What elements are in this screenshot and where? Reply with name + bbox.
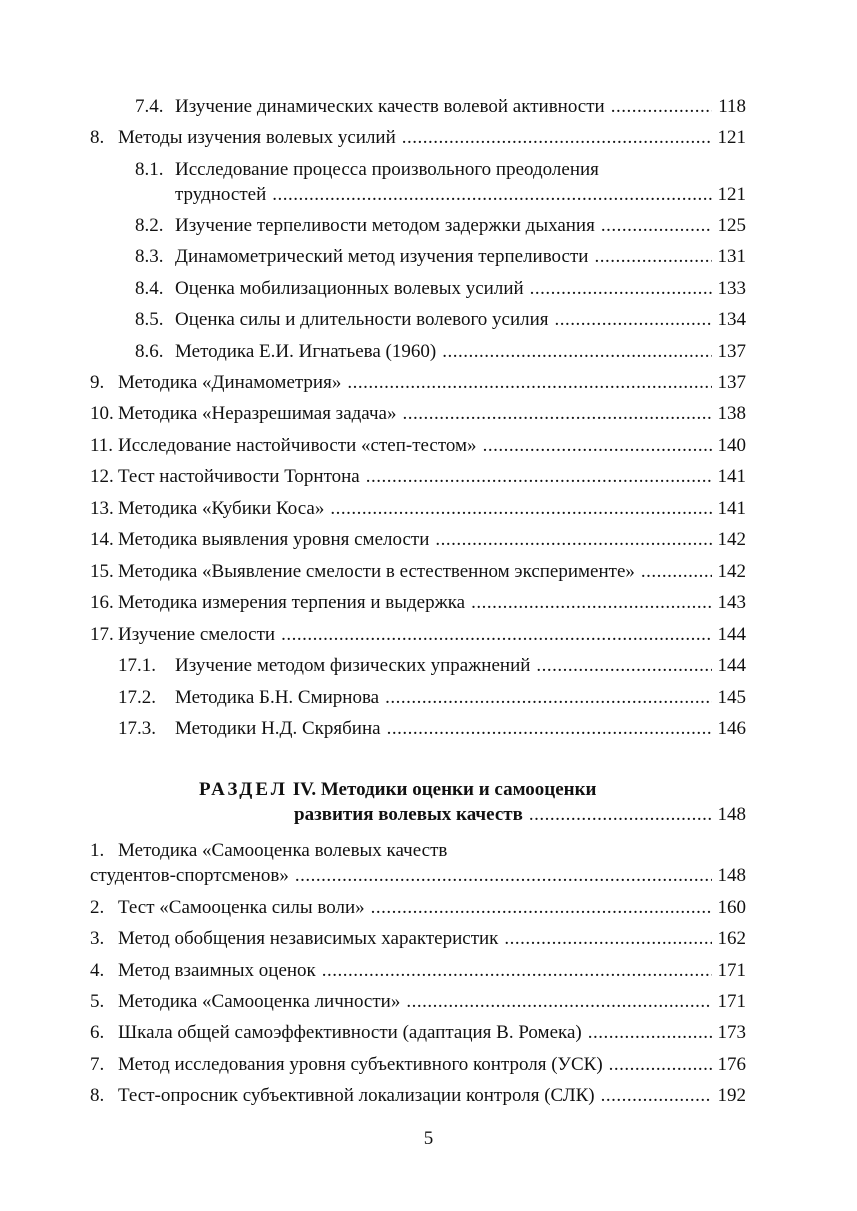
dot-leader [366, 464, 712, 490]
dot-leader [322, 958, 712, 984]
toc-entry-title: Методика «Самооценка личности» [118, 991, 401, 1012]
toc-entry-title: Методика «Кубики Коса» [118, 498, 325, 519]
page-number: 5 [423, 1128, 434, 1149]
dot-leader [504, 926, 712, 952]
toc-entry-page: 125 [717, 215, 746, 236]
toc-entry-page: 140 [717, 435, 746, 456]
toc-entry-13[interactable] [0, 496, 857, 522]
dot-leader [588, 1020, 712, 1046]
toc-entry-17-1[interactable] [0, 653, 857, 679]
toc-entry-title: Методики Н.Д. Скрябина [175, 718, 381, 739]
toc-entry-8-6[interactable] [0, 339, 857, 365]
toc-entry-page: 160 [717, 897, 746, 918]
toc-entry-number: 4. [90, 960, 105, 981]
toc-entry-number: 11. [90, 435, 114, 456]
dot-leader [601, 1083, 712, 1109]
toc-entry-number: 9. [90, 372, 105, 393]
toc-entry-b2[interactable] [0, 895, 857, 921]
toc-entry-page: 133 [717, 278, 746, 299]
toc-entry-8-1[interactable] [0, 157, 857, 183]
toc-entry-number: 8.4. [135, 278, 164, 299]
toc-entry-14[interactable] [0, 527, 857, 553]
dot-leader [295, 863, 712, 889]
toc-entry-b1-continuation[interactable] [0, 863, 857, 889]
toc-entry-9[interactable] [0, 370, 857, 396]
toc-entry-title: Тест настойчивости Торнтона [118, 466, 360, 487]
toc-entry-page: 142 [717, 529, 746, 550]
toc-entry-title: Методика «Неразрешимая задача» [118, 403, 397, 424]
dot-leader [529, 802, 712, 828]
toc-entry-7-4[interactable] [0, 94, 857, 120]
toc-entry-title: Изучение динамических качеств волевой активности [175, 96, 605, 117]
toc-entry-title: Тест «Самооценка силы воли» [118, 897, 365, 918]
dot-leader [387, 716, 712, 742]
toc-entry-8-4[interactable] [0, 276, 857, 302]
toc-entry-page: 141 [717, 466, 746, 487]
section-page: 148 [717, 804, 746, 825]
toc-entry-page: 141 [717, 498, 746, 519]
toc-entry-page: 144 [717, 655, 746, 676]
toc-entry-title: Изучение методом физических упражнений [175, 655, 531, 676]
dot-leader [536, 653, 712, 679]
toc-entry-title: Метод обобщения независимых характеристик [118, 928, 499, 949]
toc-entry-17-2[interactable] [0, 685, 857, 711]
toc-entry-page: 171 [717, 960, 746, 981]
toc-entry-number: 1. [90, 840, 105, 861]
section-title-line2: развития волевых качеств [294, 804, 523, 825]
toc-entry-number: 16. [90, 592, 114, 613]
toc-entry-page: 173 [717, 1022, 746, 1043]
toc-entry-number: 3. [90, 928, 105, 949]
toc-entry-title: Изучение смелости [118, 624, 276, 645]
toc-entry-page: 131 [717, 246, 746, 267]
toc-entry-page: 144 [717, 624, 746, 645]
toc-entry-page: 121 [717, 184, 746, 205]
toc-entry-title: Исследование настойчивости «степ-тестом» [118, 435, 477, 456]
toc-entry-title: Методика Б.Н. Смирнова [175, 687, 380, 708]
toc-entry-title: Методика измерения терпения и выдержка [118, 592, 466, 613]
toc-entry-15[interactable] [0, 559, 857, 585]
toc-entry-number: 15. [90, 561, 114, 582]
toc-entry-page: 121 [717, 127, 746, 148]
toc-entry-title: Шкала общей самоэффективности (адаптация В. Ромека) [118, 1022, 582, 1043]
toc-entry-number: 8.3. [135, 246, 164, 267]
toc-entry-page: 138 [717, 403, 746, 424]
toc-entry-b3[interactable] [0, 926, 857, 952]
toc-entry-page: 146 [717, 718, 746, 739]
toc-entry-title: Метод взаимных оценок [118, 960, 316, 981]
toc-entry-title: Методика «Динамометрия» [118, 372, 342, 393]
toc-entry-number: 8.2. [135, 215, 164, 236]
toc-entry-number: 7. [90, 1054, 105, 1075]
toc-entry-b1[interactable] [0, 838, 857, 864]
toc-entry-title: Изучение терпеливости методом задержки дыхания [175, 215, 595, 236]
dot-leader [611, 94, 712, 120]
toc-entry-title: Методика «Самооценка волевых качеств [118, 840, 448, 861]
toc-entry-number: 8. [90, 127, 105, 148]
toc-entry-title: Методы изучения волевых усилий [118, 127, 396, 148]
toc-entry-title: Методика «Выявление смелости в естественном эксперименте» [118, 561, 635, 582]
dot-leader [483, 433, 712, 459]
toc-entry-page: 176 [717, 1054, 746, 1075]
dot-leader [402, 125, 712, 151]
dot-leader [641, 559, 712, 585]
toc-entry-number: 2. [90, 897, 105, 918]
toc-entry-number: 17.2. [118, 687, 156, 708]
dot-leader [594, 244, 712, 270]
toc-entry-b6[interactable] [0, 1020, 857, 1046]
toc-entry-page: 148 [717, 865, 746, 886]
dot-leader [555, 307, 712, 333]
toc-entry-page: 134 [717, 309, 746, 330]
toc-entry-17-3[interactable] [0, 716, 857, 742]
toc-entry-number: 8.6. [135, 341, 164, 362]
dot-leader [402, 401, 712, 427]
dot-leader [406, 989, 712, 1015]
dot-leader [385, 685, 712, 711]
toc-entry-number: 17.3. [118, 718, 156, 739]
toc-entry-number: 14. [90, 529, 114, 550]
toc-entry-title: Динамометрический метод изучения терпеливости [175, 246, 589, 267]
dot-leader [371, 895, 712, 921]
toc-entry-title: Оценка мобилизационных волевых усилий [175, 278, 524, 299]
section-numeral: IV. [292, 779, 317, 800]
toc-entry-page: 145 [717, 687, 746, 708]
toc-entry-title-continuation: студентов-спортсменов» [90, 865, 289, 886]
toc-entry-8-5[interactable] [0, 307, 857, 333]
toc-entry-title: Методика выявления уровня смелости [118, 529, 430, 550]
toc-entry-number: 7.4. [135, 96, 164, 117]
toc-entry-title: Исследование процесса произвольного преодоления [175, 159, 599, 180]
toc-entry-number: 8.1. [135, 159, 164, 180]
dot-leader [272, 182, 712, 208]
toc-entry-page: 192 [717, 1085, 746, 1106]
toc-entry-8[interactable] [0, 125, 857, 151]
toc-entry-title: Тест-опросник субъективной локализации контроля (СЛК) [118, 1085, 595, 1106]
toc-entry-16[interactable] [0, 590, 857, 616]
toc-entry-17[interactable] [0, 622, 857, 648]
toc-entry-b4[interactable] [0, 958, 857, 984]
section-heading-line1 [199, 777, 596, 803]
toc-entry-number: 13. [90, 498, 114, 519]
toc-entry-page: 143 [717, 592, 746, 613]
toc-entry-12[interactable] [0, 464, 857, 490]
dot-leader [435, 527, 712, 553]
toc-entry-number: 17.1. [118, 655, 156, 676]
toc-entry-number: 5. [90, 991, 105, 1012]
toc-entry-page: 142 [717, 561, 746, 582]
toc-entry-page: 137 [717, 372, 746, 393]
toc-entry-10[interactable] [0, 401, 857, 427]
dot-leader [530, 276, 712, 302]
toc-entry-number: 8. [90, 1085, 105, 1106]
toc-entry-8-3[interactable] [0, 244, 857, 270]
section-heading-line2 [294, 802, 746, 828]
dot-leader [330, 496, 712, 522]
dot-leader [601, 213, 712, 239]
toc-entry-b8[interactable] [0, 1083, 857, 1109]
toc-entry-title-continuation: трудностей [175, 184, 267, 205]
toc-entry-number: 6. [90, 1022, 105, 1043]
toc-entry-number: 12. [90, 466, 114, 487]
toc-entry-title: Метод исследования уровня субъективного контроля (УСК) [118, 1054, 603, 1075]
toc-entry-number: 17. [90, 624, 114, 645]
toc-entry-number: 10. [90, 403, 114, 424]
dot-leader [609, 1052, 712, 1078]
toc-entry-title: Методика Е.И. Игнатьева (1960) [175, 341, 437, 362]
section-label: РАЗДЕЛ [199, 779, 288, 800]
dot-leader [281, 622, 712, 648]
toc-entry-b7[interactable] [0, 1052, 857, 1078]
toc-entry-b5[interactable] [0, 989, 857, 1015]
toc-entry-8-1-continuation[interactable] [0, 182, 857, 208]
dot-leader [347, 370, 712, 396]
section-title-line1: Методики оценки и самооценки [320, 779, 597, 800]
toc-entry-page: 171 [717, 991, 746, 1012]
toc-entry-11[interactable] [0, 433, 857, 459]
toc-entry-page: 162 [717, 928, 746, 949]
toc-entry-page: 118 [718, 96, 746, 117]
dot-leader [442, 339, 712, 365]
toc-entry-number: 8.5. [135, 309, 164, 330]
toc-entry-title: Оценка силы и длительности волевого усилия [175, 309, 549, 330]
toc-entry-8-2[interactable] [0, 213, 857, 239]
dot-leader [471, 590, 712, 616]
toc-entry-page: 137 [717, 341, 746, 362]
